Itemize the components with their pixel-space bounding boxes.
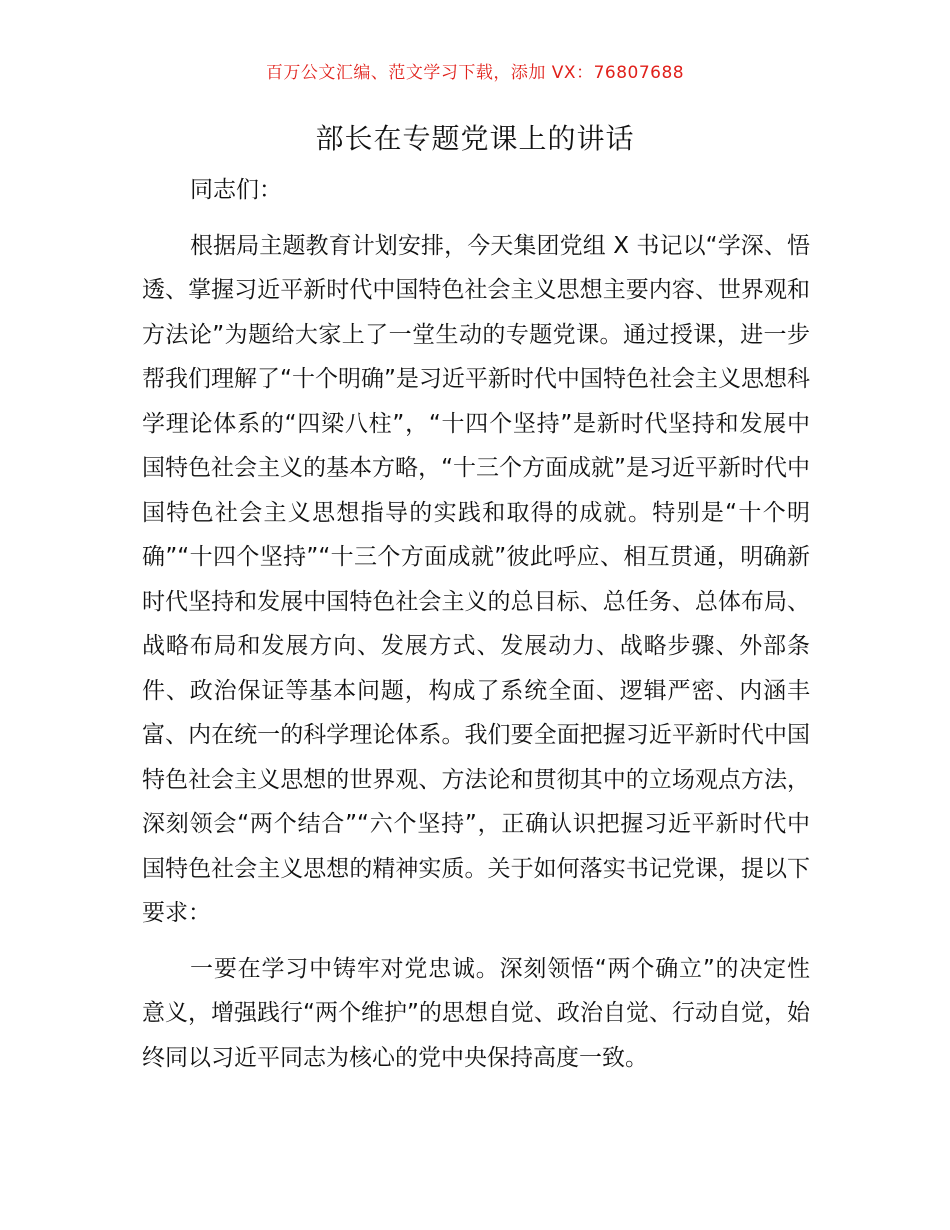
document-title: 部长在专题党课上的讲话 [315, 122, 635, 155]
header-banner: 百万公文汇编、范文学习下载，添加 VX：76807688 [265, 63, 685, 83]
body-paragraph: 根据局主题教育计划安排，今天集团党组 X 书记以“学深、悟透、掌握习近平新时代中国特色社会主义思想主要内容、世界观和方法论”为题给大家上了一堂生动的专题党课。通过授课，进一步帮我们理解了“十个明确”是习近平新时代中国特色社会主义思想科学理论体系的“四梁八柱”，“十四个坚持”是新时代坚持和发展中国特色社会主义的基本方略，“十三个方面成就”是习近平新时代中国特色社会主义思想指导的实践和取得的成就。特别是“十个明确”“十四个坚持”“十三个方面成就”彼此呼应、相互贯通，明确新时代坚持和发展中国特色社会主义的总目标、总任务、总体布局、战略布局和发展方向、发展方式、发展动力、战略步骤、外部条件、政治保证等基本问题，构成了系统全面、逻辑严密、内涵丰富、内在统一的科学理论体系。我们要全面把握习近平新时代中国特色社会主义思想的世界观、方法论和贯彻其中的立场观点方法，深刻领会“两个结合”“六个坚持”，正确认识把握习近平新时代中国特色社会主义思想的精神实质。关于如何落实书记党课，提以下要求： [142, 232, 810, 926]
salutation: 同志们： [190, 177, 282, 203]
document-body [142, 168, 810, 1091]
body-paragraph: 一要在学习中铸牢对党忠诚。深刻领悟“两个确立”的决定性意义，增强践行“两个维护”的思想自觉、政治自觉、行动自觉，始终同以习近平同志为核心的党中央保持高度一致。 [142, 955, 810, 1071]
